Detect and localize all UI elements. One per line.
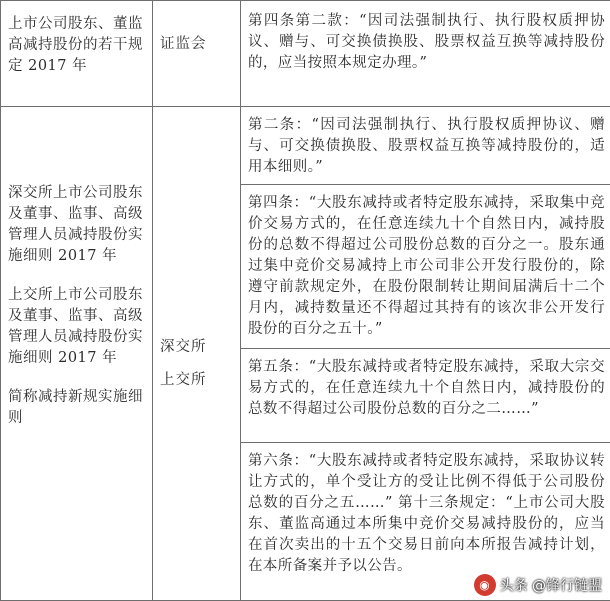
regulator-name: 证监会 [153,1,240,61]
article-text: 第六条：“大股东减持或者特定股东减持，采取协议转让方式的，单个受让方的受让比例不得低于公司股份总数的百分之五……” 第十三条规定：“上市公司大股东、董监高通过本所集中竞价交易减持股份的，应当在首次卖出的十五个交易日前向本所报告减持计划，在本所备案并予以公告。 [241,443,610,583]
table-row [1,1,610,107]
article-cell [241,349,610,443]
watermark-text: 头条 @锋行链盟 [500,575,602,595]
watermark [474,574,602,596]
regulation-name: 深交所上市公司股东及董事、监事、高级管理人员减持股份实施细则 2017 年 [8,183,147,267]
table-row [1,107,610,185]
article-text: 第二条：“因司法强制执行、执行股权质押协议、赠与、可交换债换股、股票权益互换等减持股份的，适用本细则。” [241,107,610,184]
regulation-name-cell [1,1,153,107]
regulation-name: 上交所上市公司股东及董事、监事、高级管理人员减持股份实施细则 2017 年 [8,285,147,369]
article-text: 第五条：“大股东减持或者特定股东减持，采取大宗交易方式的，在任意连续九十个自然日内，减持股份的总数不得超过公司股份总数的百分之二……” [241,349,610,426]
regulation-name: 上市公司股东、董监高减持股份的若干规定 2017 年 [1,1,152,83]
regulator-name: 深交所 [160,337,235,358]
regulator-cell [153,1,241,107]
regulator-name: 上交所 [160,370,235,391]
regulation-short-name: 简称减持新规实施细则 [8,387,147,429]
article-text: 第四条第二款：“因司法强制执行、执行股权质押协议、赠与、可交换债换股、股票权益互换等减持股份的，应当按照本规定办理。” [241,1,610,80]
article-cell [241,185,610,349]
article-cell [241,107,610,185]
article-cell [241,1,610,107]
regulation-name-cell [1,107,153,601]
article-text: 第四条：“大股东减持或者特定股东减持，采取集中竞价交易方式的，在任意连续九十个自然日内，减持股份的总数不得超过公司股份总数的百分之一。股东通过集中竞价交易减持上市公司非公开发行股份的，除遵守前款规定外，在股份限制转让期间届满后十二个月内，减持数量还不得超过其持有的该次非公开发行股份的百分之五十。” [241,185,610,346]
toutiao-logo-icon: ◉ [474,574,496,596]
regulator-cell [153,107,241,601]
